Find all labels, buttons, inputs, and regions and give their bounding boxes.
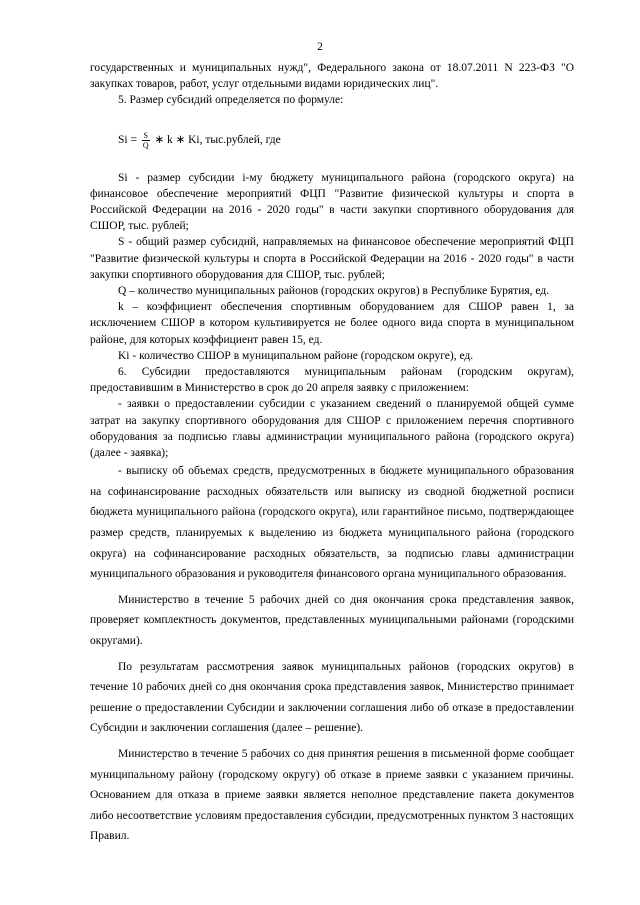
formula-denominator: Q [142, 140, 149, 150]
document-body [90, 60, 574, 847]
formula-rhs: ∗ k ∗ Ki, тыс.рублей, где [154, 133, 281, 146]
definition-k: k – коэффициент обеспечения спортивным оборудованием для СШОР равен 1, за исключением СШОР в котором культивируется не более одного вида спорта в муниципальном районе, для которых коэффициент равен 15, ед. [90, 301, 574, 346]
formula-numerator: S [143, 130, 148, 140]
definition-s: S - общий размер субсидий, направляемых на финансовое обеспечение мероприятий ФЦП "Развитие физической культуры и спорта в Российской Федерации на 2016 - 2020 годы" в части закупки спортивного оборудования для СШОР, тыс. рублей; [90, 236, 574, 281]
paragraph-refusal-notice: Министерство в течение 5 рабочих со дня принятия решения в письменной форме сообщает муниципальному району (городскому округу) об отказе в приеме заявки с указанием причины. Основанием для отказа в приеме заявки является неполное представление пакета документов либо несоответствие условиям предоставления субсидии, предусмотренных пунктом 3 настоящих Правил. [90, 747, 574, 843]
formula-lhs: Si = [118, 133, 137, 146]
subsidy-formula [90, 131, 574, 150]
definition-si: Si - размер субсидии i-му бюджету муниципального района (городского округа) на финансовое обеспечение мероприятий ФЦП "Развитие физической культуры и спорта в Российской Федерации на 2016 - 2020 годы" в части закупки спортивного оборудования для СШОР, тыс. рублей; [90, 171, 574, 233]
definition-ki: Ki - количество СШОР в муниципальном районе (городском округе), ед. [118, 349, 474, 362]
paragraph-ministry-check: Министерство в течение 5 рабочих дней со дня окончания срока представления заявок, проверяет комплектность документов, представленных муниципальными районами (городскими округами). [90, 593, 574, 648]
formula-fraction [142, 131, 150, 150]
paragraph-continuation: государственных и муниципальных нужд", Федерального закона от 18.07.2011 N 223-ФЗ "О закупках товаров, работ, услуг отдельными видами юридических лиц". [90, 62, 574, 91]
paragraph-subsidy-provision: 6. Субсидии предоставляются муниципальным районам (городским округам), предоставившим в Министерство в срок до 20 апреля заявку с приложением: [90, 366, 574, 395]
list-item-application: - заявки о предоставлении субсидии с указанием сведений о планируемой общей сумме затрат на закупку спортивного оборудования для СШОР с приложением перечня спортивного оборудования за подписью главы администрации муниципального района (городского округа) (далее - заявка); [90, 398, 574, 460]
page-number: 2 [317, 41, 323, 53]
list-item-budget-extract: - выписку об объемах средств, предусмотренных в бюджете муниципального образования на софинансирование расходных обязательств или выписку из сводной бюджетной росписи бюджета муниципального района (городского округа), или гарантийное письмо, подтверждающее размер средств, планируемых к выделению из бюджета муниципального района (городского округа) на софинансирование расходных обязательств, за подписью главы администрации муниципального образования и руководителя финансового органа муниципального образования. [90, 465, 574, 581]
paragraph-subsidy-size: 5. Размер субсидий определяется по формуле: [118, 94, 344, 107]
paragraph-ministry-decision: По результатам рассмотрения заявок муниципальных районов (городских округов) в течение 10 рабочих дней со дня окончания срока представления заявок, Министерство принимает решение о предоставлении Субсидии и заключении соглашения либо об отказе в предоставлении Субсидии и заключении соглашения (далее – решение). [90, 660, 574, 735]
definition-q: Q – количество муниципальных районов (городских округов) в Республике Бурятия, ед. [118, 285, 550, 298]
